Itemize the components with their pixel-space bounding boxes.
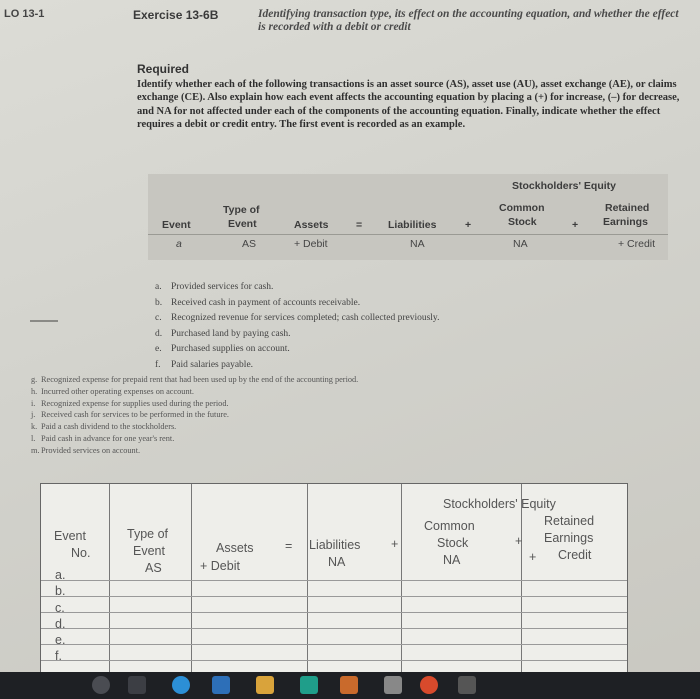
answer-re-header-2: Earnings	[544, 531, 594, 545]
example-row-assets: + Debit	[294, 238, 328, 250]
example-table	[148, 174, 668, 260]
column-divider	[307, 484, 308, 684]
chrome-icon[interactable]	[420, 676, 438, 694]
answer-re-value[interactable]: Credit	[558, 548, 592, 562]
column-divider	[521, 484, 522, 684]
answer-cs-value[interactable]: NA	[443, 553, 461, 567]
example-type-header-2: Event	[228, 218, 257, 230]
example-type-header-1: Type of	[223, 204, 260, 216]
answer-row-label: a.	[55, 568, 66, 582]
start-icon[interactable]	[92, 676, 110, 694]
answer-event-header-1: Event	[54, 529, 86, 543]
answer-type-value[interactable]: AS	[145, 561, 162, 575]
list-item: h. Incurred other operating expenses on account.	[31, 386, 194, 396]
example-eq-sign: =	[356, 219, 363, 231]
list-item: f. Paid salaries payable.	[155, 359, 254, 370]
answer-eq-sign: =	[285, 539, 293, 553]
row-rule	[41, 628, 627, 629]
list-item: d. Purchased land by paying cash.	[155, 328, 291, 339]
answer-row-label: c.	[55, 601, 65, 615]
example-plus-2: +	[572, 219, 579, 231]
answer-row-label: b.	[55, 584, 66, 598]
example-row-re: + Credit	[618, 238, 656, 250]
example-se-header: Stockholders' Equity	[512, 180, 617, 192]
answer-assets-header: Assets	[216, 541, 254, 555]
answer-plus-3: +	[529, 550, 537, 564]
list-item: l. Paid cash in advance for one year's rent.	[31, 433, 175, 443]
answer-row-label: e.	[55, 633, 66, 647]
list-item: a. Provided services for cash.	[155, 282, 274, 292]
answer-liab-header: Liabilities	[309, 538, 361, 552]
list-item: m.Provided services on account.	[31, 445, 141, 455]
required-text: Identify whether each of the following transactions is an asset source (AS), asset use (AU), asset exchange (AE), or claims exchange (CE). Also explain how each event affects the accounting equation by placing a (+) for increase, (–) for decrease, and NA for not affected under each of the components of the accounting equation. Finally, indicate whether the effect requires a debit or credit entry. The first event is recorded as an example.	[137, 79, 680, 130]
answer-re-header-1: Retained	[544, 514, 595, 528]
app-icon[interactable]	[458, 676, 476, 694]
row-rule	[41, 660, 627, 661]
browser-icon[interactable]	[172, 676, 190, 694]
example-row-cs: NA	[513, 238, 528, 250]
row-rule	[41, 596, 627, 597]
store-icon[interactable]	[300, 676, 318, 694]
answer-plus-1: +	[391, 537, 399, 551]
photos-icon[interactable]	[340, 676, 358, 694]
list-item: i. Recognized expense for supplies used during the period.	[31, 398, 229, 408]
example-row-event: a	[176, 238, 182, 250]
row-rule	[41, 644, 627, 645]
exercise-title: Identifying transaction type, its effect on the accounting equation, and whether the effect is recorded with a debit or credit	[258, 8, 679, 33]
folder-icon[interactable]	[256, 676, 274, 694]
example-re-header-1: Retained	[605, 202, 650, 214]
list-item: k. Paid a cash dividend to the stockholders.	[31, 422, 177, 432]
list-item: c. Recognized revenue for services completed; cash collected previously.	[155, 313, 440, 323]
header-rule	[41, 580, 627, 581]
example-cs-header-1: Common	[499, 202, 545, 214]
answer-assets-value[interactable]: + Debit	[200, 559, 240, 573]
example-liab-header: Liabilities	[388, 219, 437, 231]
learning-objective: LO 13-1	[4, 8, 45, 20]
answer-type-header-2: Event	[133, 544, 165, 558]
list-item: e. Purchased supplies on account.	[155, 344, 290, 354]
app-icon[interactable]	[212, 676, 230, 694]
column-divider	[109, 484, 110, 684]
example-row-type: AS	[242, 238, 257, 250]
answer-se-header: Stockholders' Equity	[443, 497, 556, 511]
row-rule	[41, 612, 627, 613]
transaction-list-g-m	[31, 374, 358, 457]
answer-row-label: f.	[55, 649, 62, 663]
answer-row-label: d.	[55, 617, 66, 631]
example-re-header-2: Earnings	[603, 216, 648, 228]
app-icon[interactable]	[384, 676, 402, 694]
answer-type-header-1: Type of	[127, 527, 168, 541]
task-view-icon[interactable]	[128, 676, 146, 694]
answer-plus-2: +	[515, 534, 523, 548]
list-item: g. Recognized expense for prepaid rent that had been used up by the end of the accounting period.	[31, 375, 359, 384]
answer-cs-header-2: Stock	[437, 536, 469, 550]
example-header-rule	[148, 234, 668, 235]
required-heading: Required	[137, 62, 190, 76]
example-event-header: Event	[162, 219, 191, 231]
answer-table	[40, 483, 628, 685]
list-item: j. Received cash for services to be performed in the future.	[31, 410, 229, 420]
example-assets-header: Assets	[294, 219, 329, 231]
example-row-liab: NA	[410, 238, 425, 250]
answer-cs-header-1: Common	[424, 519, 475, 533]
column-divider	[191, 484, 192, 684]
margin-mark	[30, 320, 58, 322]
exercise-number: Exercise 13-6B	[133, 8, 219, 22]
transaction-list-a-f	[155, 280, 439, 373]
answer-event-header-2: No.	[71, 546, 91, 560]
column-divider	[401, 484, 402, 684]
answer-liab-value[interactable]: NA	[328, 555, 346, 569]
example-plus-1: +	[465, 219, 472, 231]
list-item: b. Received cash in payment of accounts receivable.	[155, 297, 361, 308]
example-cs-header-2: Stock	[508, 216, 537, 228]
